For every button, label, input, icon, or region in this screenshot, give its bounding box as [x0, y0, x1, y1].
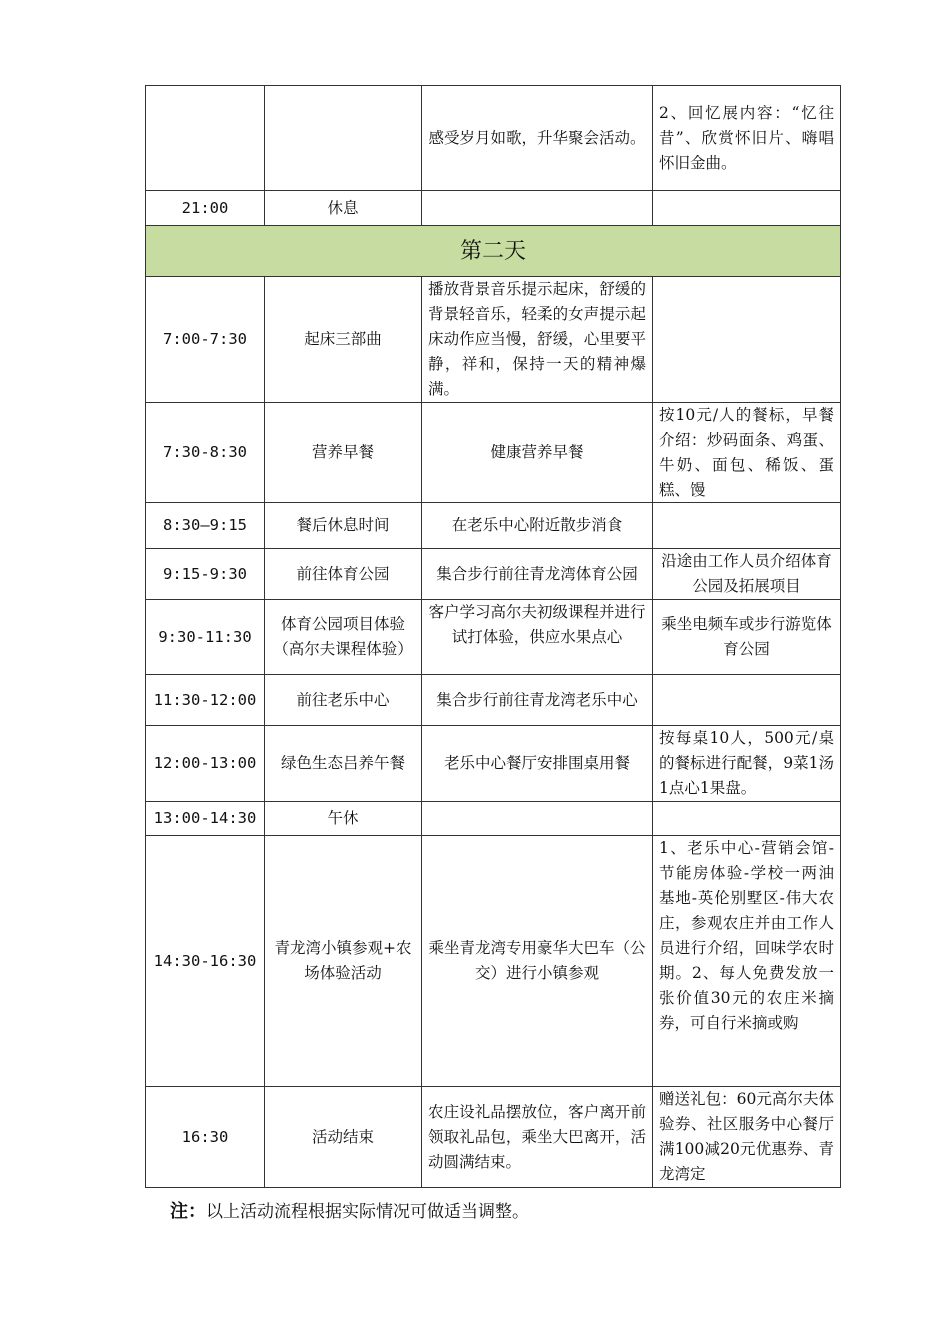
table-row [146, 802, 841, 836]
table-row [146, 836, 841, 1087]
time-cell: 9:30-11:30 [146, 600, 265, 675]
content-cell [422, 600, 653, 675]
time-cell: 16:30 [146, 1087, 265, 1188]
time-cell: 14:30-16:30 [146, 836, 265, 1087]
note-cell [653, 836, 841, 1087]
content-cell: 乘坐青龙湾专用豪华大巴车（公交）进行小镇参观 [422, 836, 653, 1087]
activity-cell: 餐后休息时间 [265, 503, 422, 549]
note-text: 赠送礼包：60元高尔夫体验券、社区服务中心餐厅满100减20元优惠券、青龙湾定 [659, 1090, 834, 1183]
activity-cell: 营养早餐 [265, 403, 422, 503]
footnote-text: 以上活动流程根据实际情况可做适当调整。 [206, 1202, 529, 1222]
time-cell: 21:00 [146, 191, 265, 226]
footnote-label: 注： [170, 1201, 206, 1222]
activity-cell: 绿色生态吕养午餐 [265, 726, 422, 802]
day-heading: 第二天 [146, 226, 841, 277]
note-cell [653, 277, 841, 403]
table-row [146, 726, 841, 802]
content-cell [422, 802, 653, 836]
content-cell: 集合步行前往青龙湾老乐中心 [422, 675, 653, 726]
day-heading-row [146, 226, 841, 277]
content-cell: 感受岁月如歌，升华聚会活动。 [422, 86, 653, 191]
content-cell: 农庄设礼品摆放位，客户离开前领取礼品包，乘坐大巴离开，活动圆满结束。 [422, 1087, 653, 1188]
schedule-table [145, 85, 841, 1188]
activity-cell: 青龙湾小镇参观+农场体验活动 [265, 836, 422, 1087]
activity-cell: 前往老乐中心 [265, 675, 422, 726]
note-cell [653, 403, 841, 503]
activity-cell: 活动结束 [265, 1087, 422, 1188]
table-row [146, 191, 841, 226]
content-cell: 在老乐中心附近散步消食 [422, 503, 653, 549]
content-cell: 集合步行前往青龙湾体育公园 [422, 549, 653, 600]
time-cell: 11:30-12:00 [146, 675, 265, 726]
table-row [146, 503, 841, 549]
activity-cell [265, 86, 422, 191]
note-cell [653, 503, 841, 549]
content-cell: 老乐中心餐厅安排围桌用餐 [422, 726, 653, 802]
note-text: 按10元/人的餐标，早餐介绍：炒码面条、鸡蛋、牛奶、面包、稀饭、蛋糕、馒 [659, 406, 834, 499]
time-cell: 7:00-7:30 [146, 277, 265, 403]
note-cell: 2、回忆展内容：“忆往昔”、欣赏怀旧片、嗨唱怀旧金曲。 [653, 86, 841, 191]
content-cell: 健康营养早餐 [422, 403, 653, 503]
table-row [146, 403, 841, 503]
table-row [146, 549, 841, 600]
content-cell [422, 191, 653, 226]
content-text: 客户学习高尔夫初级课程并进行试打体验，供应水果点心 [428, 603, 646, 646]
activity-cell: 休息 [265, 191, 422, 226]
time-cell: 7:30-8:30 [146, 403, 265, 503]
table-row [146, 277, 841, 403]
note-cell [653, 191, 841, 226]
table-row [146, 86, 841, 191]
note-cell: 按每桌10人，500元/桌的餐标进行配餐，9菜1汤1点心1果盘。 [653, 726, 841, 802]
table-row [146, 1087, 841, 1188]
note-cell: 乘坐电频车或步行游览体育公园 [653, 600, 841, 675]
time-cell: 13:00-14:30 [146, 802, 265, 836]
time-cell: 9:15-9:30 [146, 549, 265, 600]
time-cell: 12:00-13:00 [146, 726, 265, 802]
note-cell: 沿途由工作人员介绍体育公园及拓展项目 [653, 549, 841, 600]
activity-cell: 午休 [265, 802, 422, 836]
note-text: 1、老乐中心-营销会馆-节能房体验-学校一两油基地-英伦别墅区-伟大农庄，参观农庄并由工作人员进行介绍，回味学农时期。2、每人免费发放一张价值30元的农庄米摘券，可自行米摘或购 [659, 839, 834, 1032]
activity-cell: 起床三部曲 [265, 277, 422, 403]
note-cell [653, 1087, 841, 1188]
activity-cell: 前往体育公园 [265, 549, 422, 600]
note-cell [653, 802, 841, 836]
table-row [146, 600, 841, 675]
table-row [146, 675, 841, 726]
time-cell: 8:30—9:15 [146, 503, 265, 549]
note-cell [653, 675, 841, 726]
content-cell: 播放背景音乐提示起床，舒缓的背景轻音乐，轻柔的女声提示起床动作应当慢，舒缓，心里要平静，祥和，保持一天的精神爆满。 [422, 277, 653, 403]
footnote [170, 1197, 529, 1223]
time-cell [146, 86, 265, 191]
activity-cell: 体育公园项目体验（高尔夫课程体验） [265, 600, 422, 675]
